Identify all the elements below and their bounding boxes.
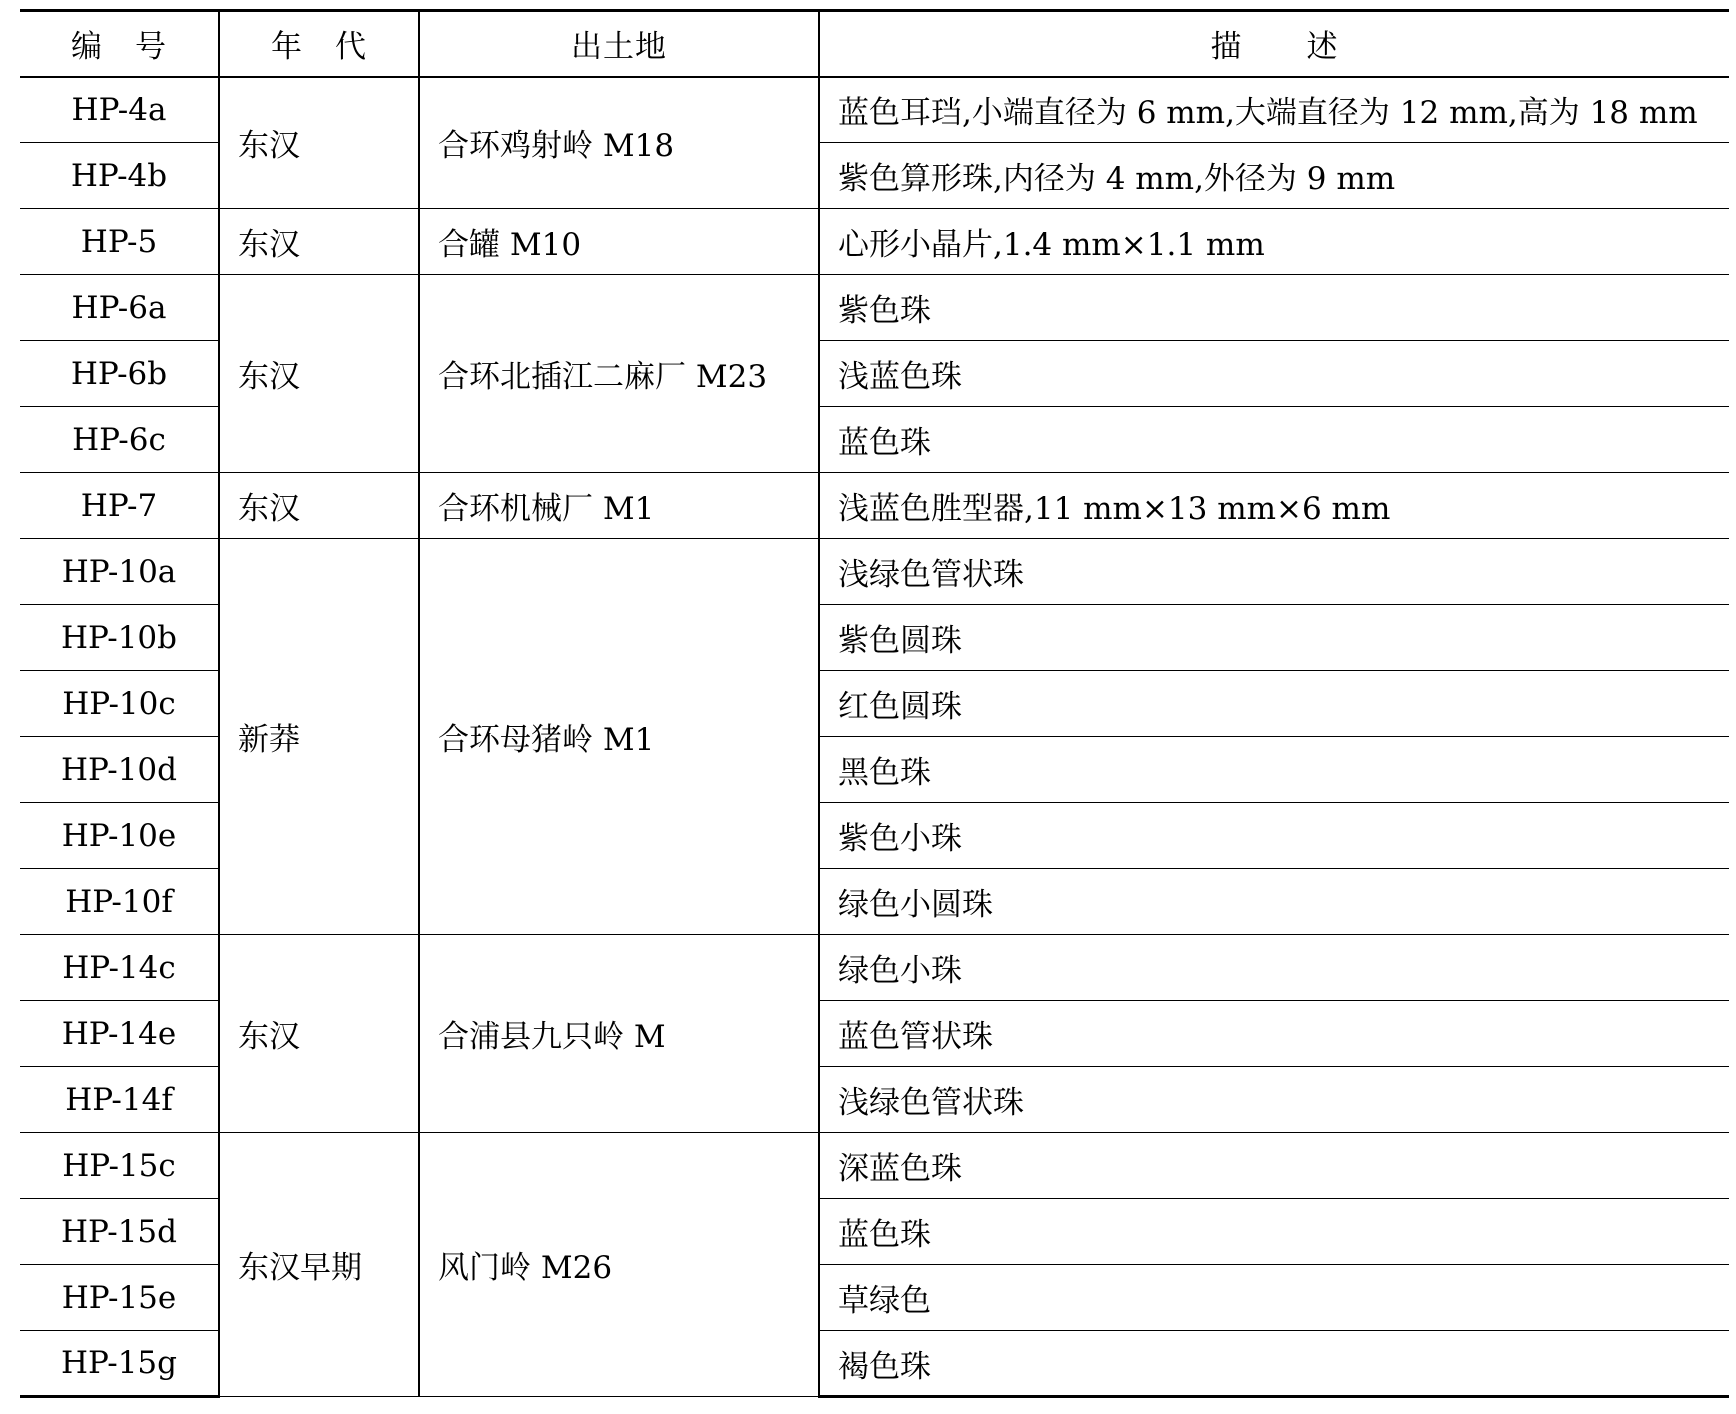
- specimen-code: HP-10c: [20, 671, 219, 737]
- header-site: 出土地: [419, 11, 819, 77]
- description-cell: 紫色圆珠: [819, 605, 1729, 671]
- description-cell: 蓝色管状珠: [819, 1001, 1729, 1067]
- specimen-code: HP-15d: [20, 1199, 219, 1265]
- specimen-code: HP-6a: [20, 275, 219, 341]
- description-cell: 紫色珠: [819, 275, 1729, 341]
- description-cell: 浅蓝色珠: [819, 341, 1729, 407]
- description-cell: 绿色小圆珠: [819, 869, 1729, 935]
- description-cell: 紫色算形珠,内径为 4 mm,外径为 9 mm: [819, 143, 1729, 209]
- description-cell: 蓝色珠: [819, 407, 1729, 473]
- description-cell: 草绿色: [819, 1265, 1729, 1331]
- site-cell: 合环母猪岭 M1: [419, 539, 819, 935]
- header-era: 年 代: [219, 11, 419, 77]
- specimen-code: HP-15c: [20, 1133, 219, 1199]
- table-row: [20, 275, 1729, 341]
- table-row: [20, 77, 1729, 143]
- table-row: [20, 1133, 1729, 1199]
- site-cell: 风门岭 M26: [419, 1133, 819, 1397]
- description-cell: 浅蓝色胜型器,11 mm×13 mm×6 mm: [819, 473, 1729, 539]
- specimen-code: HP-6c: [20, 407, 219, 473]
- specimen-code: HP-10f: [20, 869, 219, 935]
- specimen-code: HP-10b: [20, 605, 219, 671]
- era-cell: 东汉: [219, 935, 419, 1133]
- specimen-code: HP-10d: [20, 737, 219, 803]
- specimen-code: HP-4a: [20, 77, 219, 143]
- description-cell: 浅绿色管状珠: [819, 1067, 1729, 1133]
- era-cell: 东汉早期: [219, 1133, 419, 1397]
- artifact-table: [20, 9, 1729, 1398]
- era-cell: 东汉: [219, 77, 419, 209]
- description-cell: 蓝色珠: [819, 1199, 1729, 1265]
- header-row: [20, 11, 1729, 77]
- era-cell: 东汉: [219, 473, 419, 539]
- specimen-code: HP-4b: [20, 143, 219, 209]
- header-description: 描 述: [819, 11, 1729, 77]
- description-cell: 绿色小珠: [819, 935, 1729, 1001]
- specimen-code: HP-14c: [20, 935, 219, 1001]
- era-cell: 东汉: [219, 275, 419, 473]
- site-cell: 合环北插江二麻厂 M23: [419, 275, 819, 473]
- table-row: [20, 935, 1729, 1001]
- era-cell: 东汉: [219, 209, 419, 275]
- specimen-code: HP-14f: [20, 1067, 219, 1133]
- site-cell: 合环鸡射岭 M18: [419, 77, 819, 209]
- era-cell: 新莽: [219, 539, 419, 935]
- table-row: [20, 473, 1729, 539]
- table-row: [20, 539, 1729, 605]
- description-cell: 浅绿色管状珠: [819, 539, 1729, 605]
- specimen-code: HP-15e: [20, 1265, 219, 1331]
- description-cell: 深蓝色珠: [819, 1133, 1729, 1199]
- description-cell: 黑色珠: [819, 737, 1729, 803]
- description-cell: 红色圆珠: [819, 671, 1729, 737]
- site-cell: 合环机械厂 M1: [419, 473, 819, 539]
- specimen-code: HP-10a: [20, 539, 219, 605]
- header-code: 编 号: [20, 11, 219, 77]
- description-cell: 紫色小珠: [819, 803, 1729, 869]
- specimen-code: HP-6b: [20, 341, 219, 407]
- specimen-code: HP-14e: [20, 1001, 219, 1067]
- specimen-code: HP-5: [20, 209, 219, 275]
- site-cell: 合浦县九只岭 M: [419, 935, 819, 1133]
- specimen-code: HP-15g: [20, 1331, 219, 1397]
- site-cell: 合罐 M10: [419, 209, 819, 275]
- specimen-code: HP-7: [20, 473, 219, 539]
- description-cell: 蓝色耳珰,小端直径为 6 mm,大端直径为 12 mm,高为 18 mm: [819, 77, 1729, 143]
- table-row: [20, 209, 1729, 275]
- description-cell: 心形小晶片,1.4 mm×1.1 mm: [819, 209, 1729, 275]
- description-cell: 褐色珠: [819, 1331, 1729, 1397]
- specimen-code: HP-10e: [20, 803, 219, 869]
- table-body: [20, 77, 1729, 1397]
